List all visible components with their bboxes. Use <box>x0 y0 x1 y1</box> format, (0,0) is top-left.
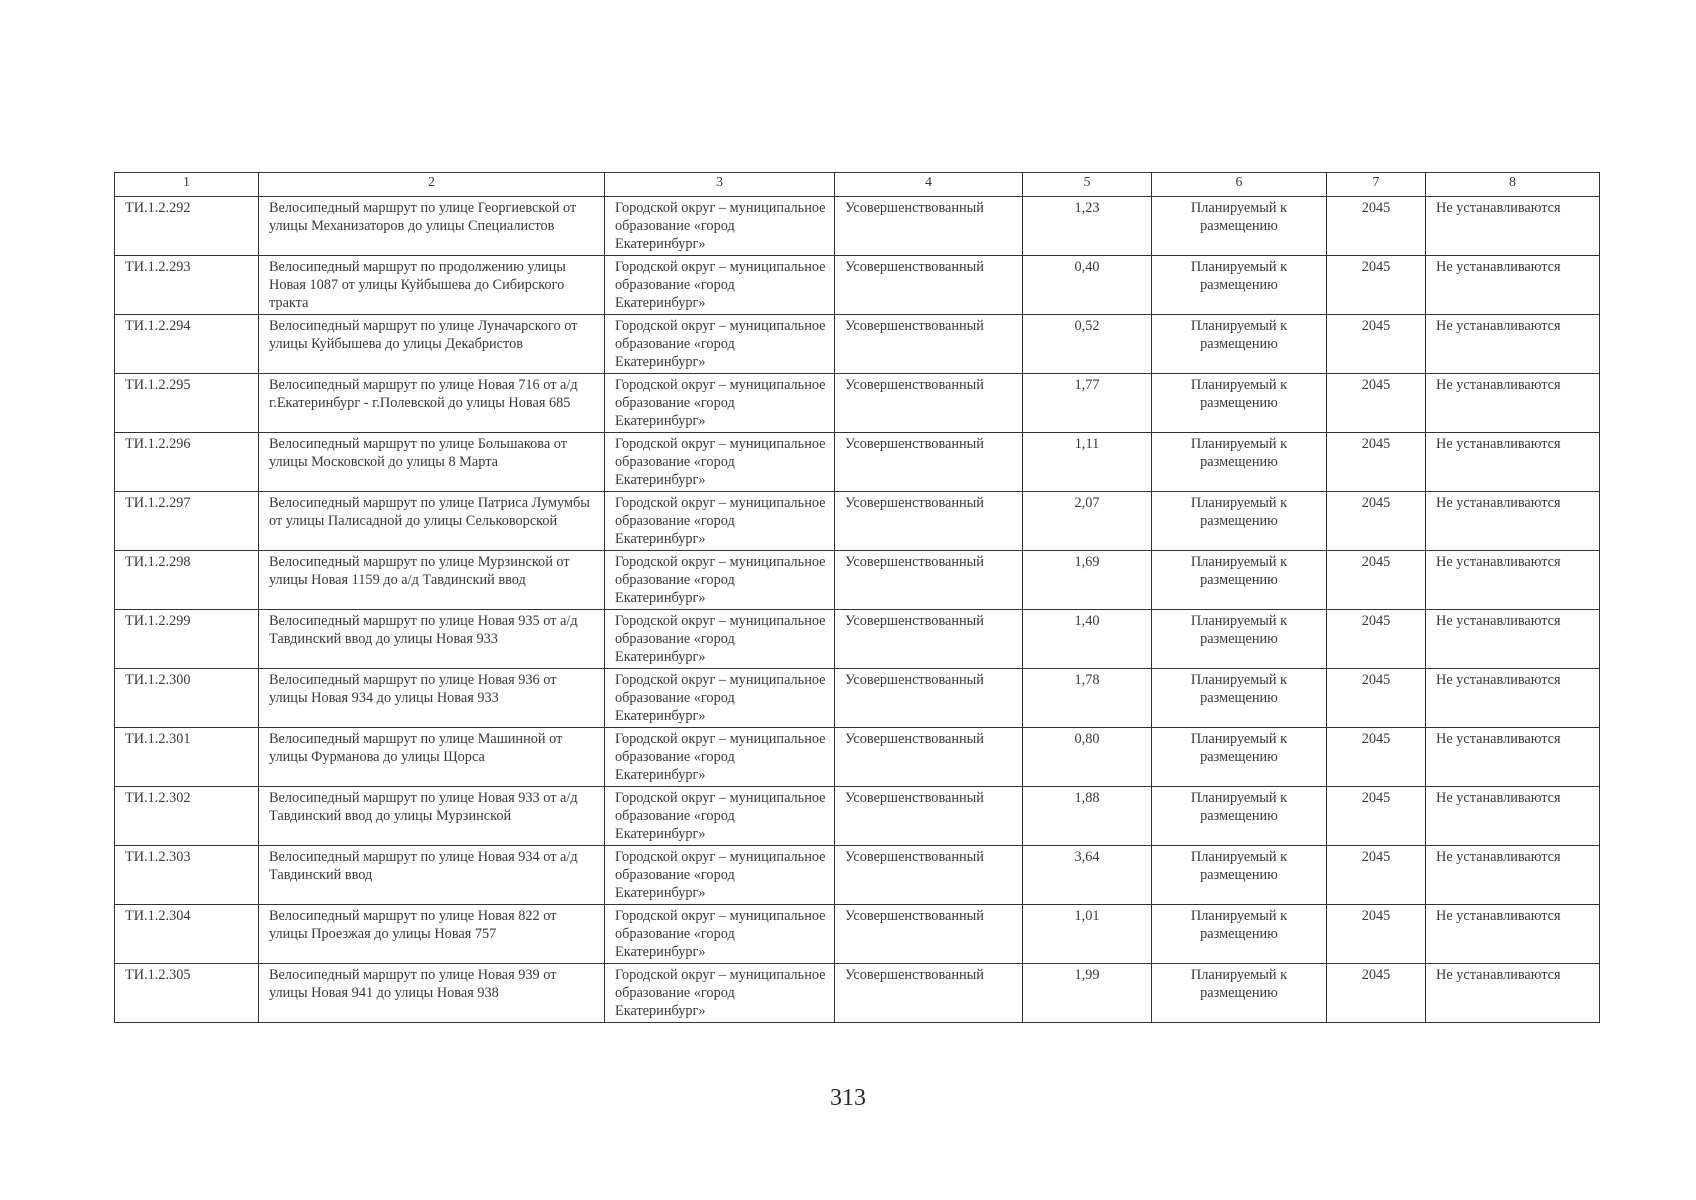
column-header: 3 <box>605 173 835 197</box>
year-cell: 2045 <box>1327 315 1426 374</box>
year-cell: 2045 <box>1327 905 1426 964</box>
status-cell: Планируемый к размещению <box>1152 551 1327 610</box>
table-row <box>115 315 1600 374</box>
object-name-cell: Велосипедный маршрут по продолжению улицы Новая 1087 от улицы Куйбышева до Сибирского тракта <box>259 256 605 315</box>
length-cell: 1,78 <box>1023 669 1152 728</box>
route-type-cell: Усовершенствованный <box>835 197 1023 256</box>
route-type-cell: Усовершенствованный <box>835 787 1023 846</box>
municipality-cell: Городской округ – муниципальное образование «город Екатеринбург» <box>605 846 835 905</box>
year-cell: 2045 <box>1327 728 1426 787</box>
length-cell: 1,69 <box>1023 551 1152 610</box>
object-id-cell: ТИ.1.2.304 <box>115 905 259 964</box>
route-type-cell: Усовершенствованный <box>835 610 1023 669</box>
zones-cell: Не устанавливаются <box>1426 492 1600 551</box>
zones-cell: Не устанавливаются <box>1426 905 1600 964</box>
year-cell: 2045 <box>1327 433 1426 492</box>
year-cell: 2045 <box>1327 610 1426 669</box>
status-cell: Планируемый к размещению <box>1152 433 1327 492</box>
length-cell: 1,99 <box>1023 964 1152 1023</box>
object-id-cell: ТИ.1.2.297 <box>115 492 259 551</box>
table-row <box>115 846 1600 905</box>
route-type-cell: Усовершенствованный <box>835 964 1023 1023</box>
column-header: 1 <box>115 173 259 197</box>
year-cell: 2045 <box>1327 256 1426 315</box>
header-row <box>115 173 1600 197</box>
zones-cell: Не устанавливаются <box>1426 964 1600 1023</box>
year-cell: 2045 <box>1327 374 1426 433</box>
table-row <box>115 256 1600 315</box>
object-name-cell: Велосипедный маршрут по улице Мурзинской от улицы Новая 1159 до а/д Тавдинский ввод <box>259 551 605 610</box>
zones-cell: Не устанавливаются <box>1426 315 1600 374</box>
year-cell: 2045 <box>1327 669 1426 728</box>
status-cell: Планируемый к размещению <box>1152 315 1327 374</box>
table-row <box>115 610 1600 669</box>
column-header: 2 <box>259 173 605 197</box>
column-header: 8 <box>1426 173 1600 197</box>
route-type-cell: Усовершенствованный <box>835 374 1023 433</box>
municipality-cell: Городской округ – муниципальное образование «город Екатеринбург» <box>605 315 835 374</box>
length-cell: 0,52 <box>1023 315 1152 374</box>
zones-cell: Не устанавливаются <box>1426 669 1600 728</box>
route-type-cell: Усовершенствованный <box>835 256 1023 315</box>
year-cell: 2045 <box>1327 964 1426 1023</box>
status-cell: Планируемый к размещению <box>1152 846 1327 905</box>
municipality-cell: Городской округ – муниципальное образование «город Екатеринбург» <box>605 374 835 433</box>
route-type-cell: Усовершенствованный <box>835 433 1023 492</box>
table-row <box>115 433 1600 492</box>
object-id-cell: ТИ.1.2.299 <box>115 610 259 669</box>
object-name-cell: Велосипедный маршрут по улице Новая 936 от улицы Новая 934 до улицы Новая 933 <box>259 669 605 728</box>
object-id-cell: ТИ.1.2.298 <box>115 551 259 610</box>
status-cell: Планируемый к размещению <box>1152 728 1327 787</box>
length-cell: 1,01 <box>1023 905 1152 964</box>
status-cell: Планируемый к размещению <box>1152 197 1327 256</box>
length-cell: 2,07 <box>1023 492 1152 551</box>
object-name-cell: Велосипедный маршрут по улице Новая 933 от а/д Тавдинский ввод до улицы Мурзинской <box>259 787 605 846</box>
municipality-cell: Городской округ – муниципальное образование «город Екатеринбург» <box>605 787 835 846</box>
object-id-cell: ТИ.1.2.293 <box>115 256 259 315</box>
table-row <box>115 197 1600 256</box>
length-cell: 1,88 <box>1023 787 1152 846</box>
length-cell: 1,40 <box>1023 610 1152 669</box>
route-type-cell: Усовершенствованный <box>835 315 1023 374</box>
object-name-cell: Велосипедный маршрут по улице Большакова от улицы Московской до улицы 8 Марта <box>259 433 605 492</box>
object-id-cell: ТИ.1.2.300 <box>115 669 259 728</box>
municipality-cell: Городской округ – муниципальное образование «город Екатеринбург» <box>605 610 835 669</box>
zones-cell: Не устанавливаются <box>1426 551 1600 610</box>
route-type-cell: Усовершенствованный <box>835 846 1023 905</box>
route-type-cell: Усовершенствованный <box>835 492 1023 551</box>
status-cell: Планируемый к размещению <box>1152 669 1327 728</box>
object-id-cell: ТИ.1.2.302 <box>115 787 259 846</box>
table-row <box>115 728 1600 787</box>
object-name-cell: Велосипедный маршрут по улице Новая 822 от улицы Проезжая до улицы Новая 757 <box>259 905 605 964</box>
length-cell: 1,77 <box>1023 374 1152 433</box>
table-row <box>115 905 1600 964</box>
table-row <box>115 551 1600 610</box>
object-id-cell: ТИ.1.2.305 <box>115 964 259 1023</box>
status-cell: Планируемый к размещению <box>1152 787 1327 846</box>
year-cell: 2045 <box>1327 846 1426 905</box>
object-id-cell: ТИ.1.2.292 <box>115 197 259 256</box>
route-type-cell: Усовершенствованный <box>835 551 1023 610</box>
length-cell: 0,80 <box>1023 728 1152 787</box>
zones-cell: Не устанавливаются <box>1426 728 1600 787</box>
zones-cell: Не устанавливаются <box>1426 846 1600 905</box>
year-cell: 2045 <box>1327 492 1426 551</box>
object-name-cell: Велосипедный маршрут по улице Новая 935 от а/д Тавдинский ввод до улицы Новая 933 <box>259 610 605 669</box>
column-header: 7 <box>1327 173 1426 197</box>
object-id-cell: ТИ.1.2.295 <box>115 374 259 433</box>
municipality-cell: Городской округ – муниципальное образование «город Екатеринбург» <box>605 964 835 1023</box>
zones-cell: Не устанавливаются <box>1426 610 1600 669</box>
table-row <box>115 374 1600 433</box>
municipality-cell: Городской округ – муниципальное образование «город Екатеринбург» <box>605 492 835 551</box>
year-cell: 2045 <box>1327 551 1426 610</box>
municipality-cell: Городской округ – муниципальное образование «город Екатеринбург» <box>605 256 835 315</box>
municipality-cell: Городской округ – муниципальное образование «город Екатеринбург» <box>605 905 835 964</box>
municipality-cell: Городской округ – муниципальное образование «город Екатеринбург» <box>605 551 835 610</box>
page-number: 313 <box>830 1085 866 1111</box>
object-name-cell: Велосипедный маршрут по улице Новая 934 от а/д Тавдинский ввод <box>259 846 605 905</box>
zones-cell: Не устанавливаются <box>1426 197 1600 256</box>
object-name-cell: Велосипедный маршрут по улице Георгиевской от улицы Механизаторов до улицы Специалистов <box>259 197 605 256</box>
route-type-cell: Усовершенствованный <box>835 905 1023 964</box>
table-row <box>115 964 1600 1023</box>
object-name-cell: Велосипедный маршрут по улице Луначарского от улицы Куйбышева до улицы Декабристов <box>259 315 605 374</box>
length-cell: 1,11 <box>1023 433 1152 492</box>
object-id-cell: ТИ.1.2.303 <box>115 846 259 905</box>
municipality-cell: Городской округ – муниципальное образование «город Екатеринбург» <box>605 197 835 256</box>
zones-cell: Не устанавливаются <box>1426 256 1600 315</box>
table-row <box>115 492 1600 551</box>
status-cell: Планируемый к размещению <box>1152 492 1327 551</box>
column-header: 6 <box>1152 173 1327 197</box>
route-type-cell: Усовершенствованный <box>835 669 1023 728</box>
municipality-cell: Городской округ – муниципальное образование «город Екатеринбург» <box>605 433 835 492</box>
table-body <box>115 197 1600 1023</box>
municipality-cell: Городской округ – муниципальное образование «город Екатеринбург» <box>605 728 835 787</box>
object-id-cell: ТИ.1.2.301 <box>115 728 259 787</box>
object-id-cell: ТИ.1.2.294 <box>115 315 259 374</box>
object-name-cell: Велосипедный маршрут по улице Патриса Лумумбы от улицы Палисадной до улицы Сельковорской <box>259 492 605 551</box>
column-header: 4 <box>835 173 1023 197</box>
status-cell: Планируемый к размещению <box>1152 256 1327 315</box>
length-cell: 0,40 <box>1023 256 1152 315</box>
object-id-cell: ТИ.1.2.296 <box>115 433 259 492</box>
length-cell: 1,23 <box>1023 197 1152 256</box>
status-cell: Планируемый к размещению <box>1152 374 1327 433</box>
status-cell: Планируемый к размещению <box>1152 964 1327 1023</box>
zones-cell: Не устанавливаются <box>1426 374 1600 433</box>
table-row <box>115 669 1600 728</box>
object-name-cell: Велосипедный маршрут по улице Новая 716 от а/д г.Екатеринбург - г.Полевской до улицы Новая 685 <box>259 374 605 433</box>
infrastructure-table <box>114 172 1600 1023</box>
year-cell: 2045 <box>1327 787 1426 846</box>
year-cell: 2045 <box>1327 197 1426 256</box>
column-header: 5 <box>1023 173 1152 197</box>
status-cell: Планируемый к размещению <box>1152 905 1327 964</box>
route-type-cell: Усовершенствованный <box>835 728 1023 787</box>
zones-cell: Не устанавливаются <box>1426 787 1600 846</box>
status-cell: Планируемый к размещению <box>1152 610 1327 669</box>
municipality-cell: Городской округ – муниципальное образование «город Екатеринбург» <box>605 669 835 728</box>
object-name-cell: Велосипедный маршрут по улице Машинной от улицы Фурманова до улицы Щорса <box>259 728 605 787</box>
zones-cell: Не устанавливаются <box>1426 433 1600 492</box>
object-name-cell: Велосипедный маршрут по улице Новая 939 от улицы Новая 941 до улицы Новая 938 <box>259 964 605 1023</box>
length-cell: 3,64 <box>1023 846 1152 905</box>
table-row <box>115 787 1600 846</box>
